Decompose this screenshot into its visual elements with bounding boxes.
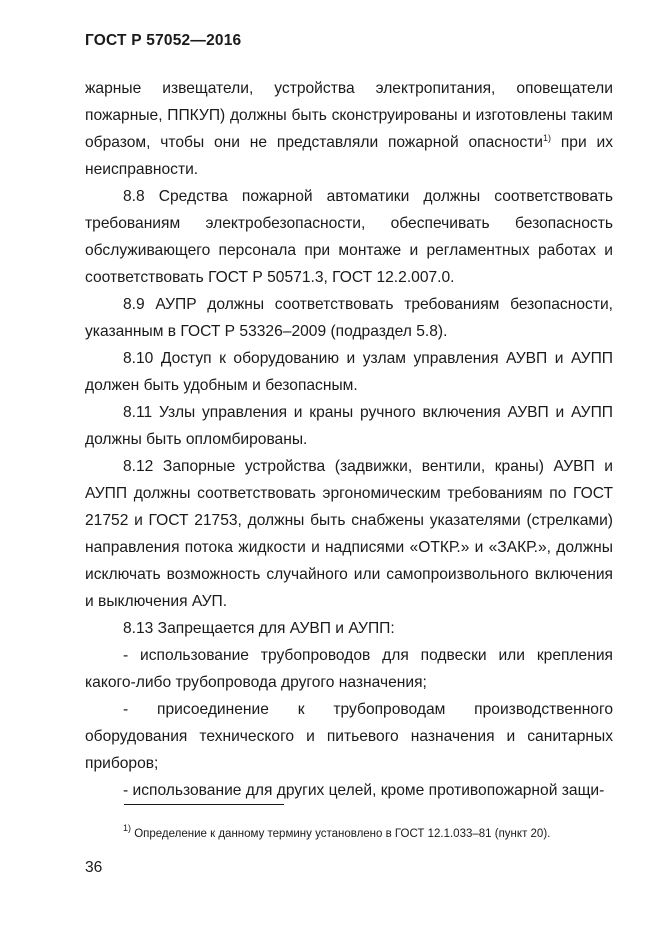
clause-8-12: 8.12 Запорные устройства (задвижки, вентили, краны) АУВП и АУПП должны соответствовать эргономическим требованиям по ГОСТ 21752 и ГОСТ 21753, должны быть снабжены указателями (стрелками) направления потока жидкости и надписями «ОТКР.» и «ЗАКР.», должны исключать возможность случайного или самопроизвольного включения и выключения АУП.	[85, 458, 613, 610]
document-header: ГОСТ Р 57052—2016	[85, 32, 242, 49]
list-item: - использование для других целей, кроме противопожарной защи-	[123, 782, 605, 799]
clause-8-10: 8.10 Доступ к оборудованию и узлам управления АУВП и АУПП должен быть удобным и безопасным.	[85, 350, 613, 394]
footnote-marker: 1)	[123, 823, 132, 833]
footnote-reference: 1)	[543, 133, 552, 143]
clause-8-8: 8.8 Средства пожарной автоматики должны соответствовать требованиям электробезопасности, обеспечивать безопасность обслуживающего персонала при монтаже и регламентных работах и соответствовать ГОСТ Р 50571.3, ГОСТ 12.2.007.0.	[85, 188, 613, 286]
paragraph-continuation	[85, 75, 613, 183]
main-text	[85, 75, 613, 804]
paragraph-text: жарные извещатели, устройства электропитания, оповещатели пожарные, ППКУП) должны быть сконструированы и изготовлены таким образом, чтобы они не представляли пожарной опасности	[85, 80, 613, 151]
clause-8-9: 8.9 АУПР должны соответствовать требованиям безопасности, указанным в ГОСТ Р 53326–2009 (подраздел 5.8).	[85, 296, 613, 340]
list-item: - присоединение к трубопроводам производственного оборудования технического и питьевого назначения и санитарных приборов;	[85, 701, 613, 772]
clause-8-13: 8.13 Запрещается для АУВП и АУПП:	[123, 620, 395, 637]
footnote	[85, 823, 613, 842]
list-item: - использование трубопроводов для подвески или крепления какого-либо трубопровода другого назначения;	[85, 647, 613, 691]
footnote-body: Определение к данному термину установлено в ГОСТ 12.1.033–81 (пункт 20).	[131, 828, 551, 840]
footnote-separator	[124, 804, 284, 805]
footnote-text	[85, 823, 613, 842]
page-number: 36	[85, 859, 103, 876]
clause-8-11: 8.11 Узлы управления и краны ручного включения АУВП и АУПП должны быть опломбированы.	[85, 404, 613, 448]
paragraph-text-tail: при их неисправности.	[85, 134, 613, 178]
